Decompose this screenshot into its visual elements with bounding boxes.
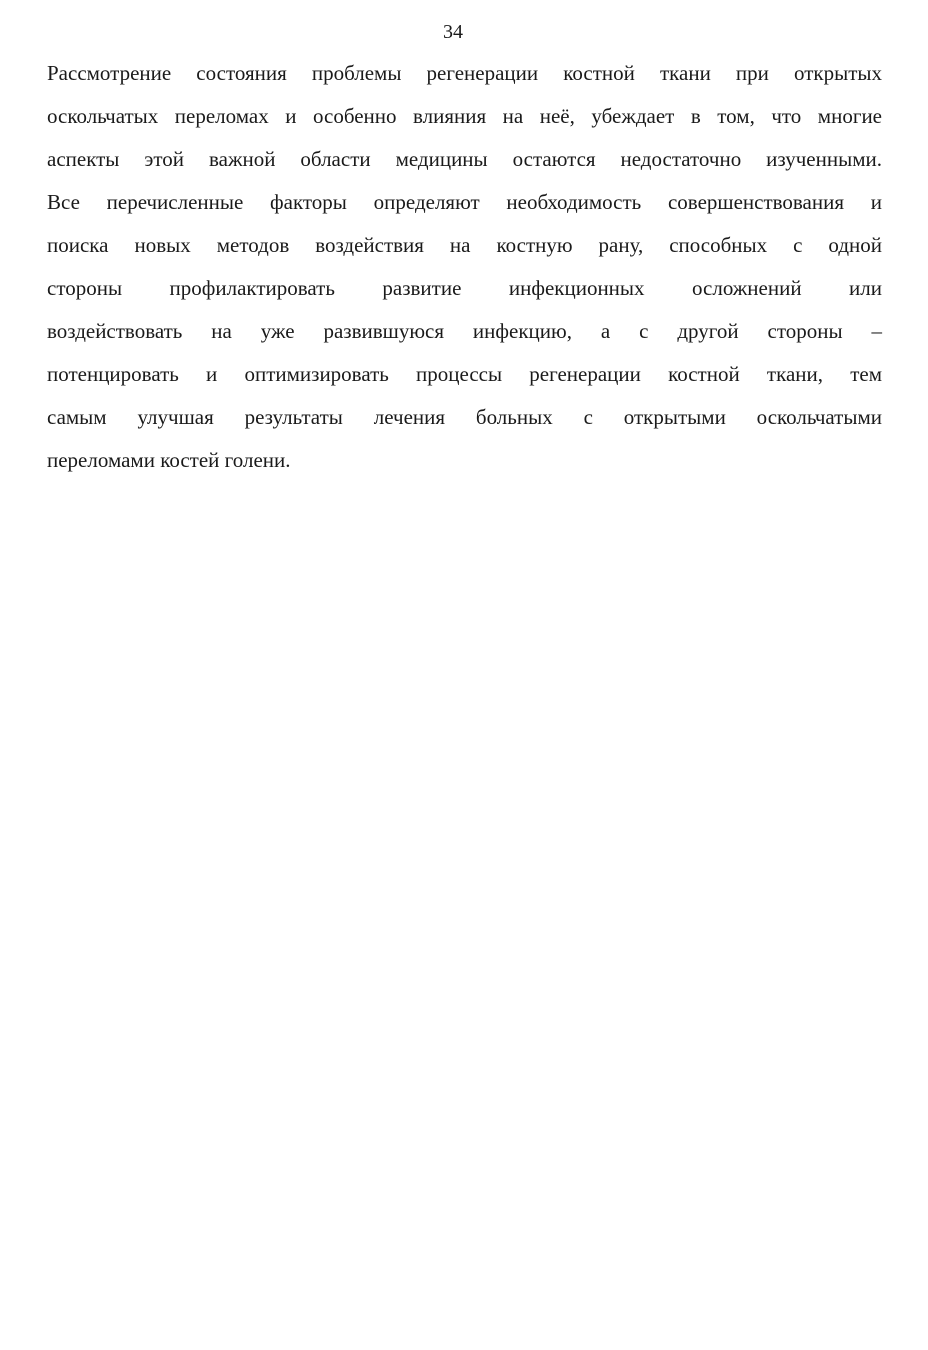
paragraph-line: аспекты этой важной области медицины остаются недостаточно изученными. (47, 147, 882, 171)
page-number: 34 (443, 21, 463, 43)
paragraph-line: Все перечисленные факторы определяют необходимость совершенствования и (47, 190, 882, 214)
paragraph-line: Рассмотрение состояния проблемы регенерации костной ткани при открытых (47, 61, 882, 85)
paragraph-line: воздействовать на уже развившуюся инфекцию, а с другой стороны – (47, 319, 882, 343)
paragraph-line: поиска новых методов воздействия на костную рану, способных с одной (47, 233, 882, 257)
paragraph-line: переломами костей голени. (47, 448, 291, 472)
paragraph-line: потенцировать и оптимизировать процессы регенерации костной ткани, тем (47, 362, 882, 386)
paragraph-line: самым улучшая результаты лечения больных с открытыми оскольчатыми (47, 405, 882, 429)
paragraph-line: стороны профилактировать развитие инфекционных осложнений или (47, 276, 882, 300)
paragraph-line: оскольчатых переломах и особенно влияния на неё, убеждает в том, что многие (47, 104, 882, 128)
body-paragraph (47, 52, 882, 482)
